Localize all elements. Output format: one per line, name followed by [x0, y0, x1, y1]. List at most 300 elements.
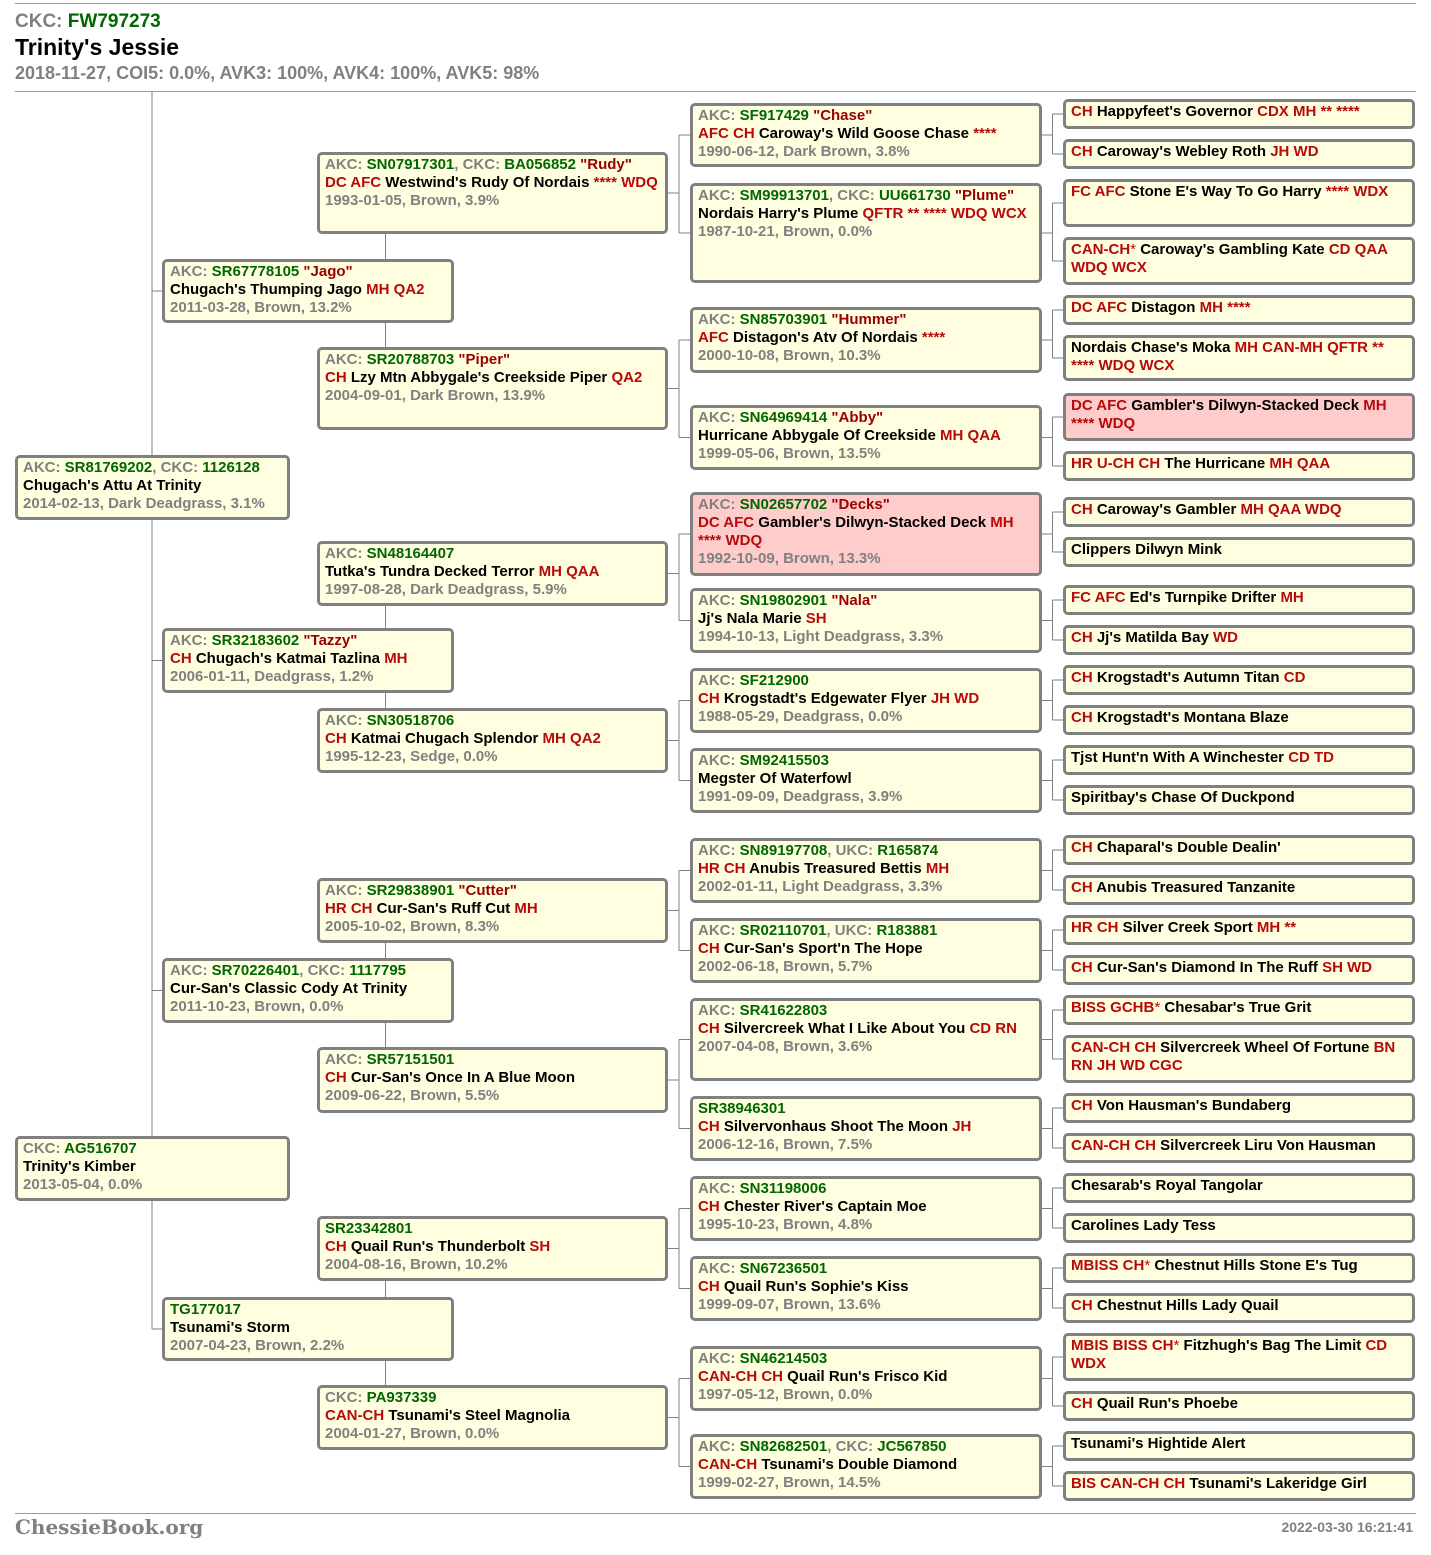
dog-card-text: [1071, 397, 1407, 433]
dog-card-quail-run-s-phoebe[interactable]: [1063, 1391, 1415, 1421]
dog-card-tsunami-s-storm[interactable]: [162, 1297, 454, 1361]
dog-card-text: [325, 1051, 660, 1105]
dog-name[interactable]: Trinity's Kimber: [23, 1158, 136, 1175]
registry-label: AKC:: [325, 156, 367, 173]
dog-name[interactable]: Clippers Dilwyn Mink: [1071, 541, 1222, 558]
dog-card-tsunami-s-double-diamond[interactable]: [690, 1434, 1042, 1499]
registration-number: SR23342801: [325, 1220, 413, 1237]
dog-name[interactable]: The Hurricane: [1164, 455, 1266, 472]
dog-name[interactable]: Silvercreek Wheel Of Fortune: [1160, 1039, 1370, 1056]
reg-separator: ,: [828, 187, 838, 204]
dog-card-cur-san-s-diamond-in-the-ruff[interactable]: [1063, 955, 1415, 985]
name-line: [1071, 709, 1407, 727]
dog-card-quail-run-s-sophie-s-kiss[interactable]: [690, 1256, 1042, 1321]
reg-separator: ,: [454, 156, 463, 173]
dog-name[interactable]: Jj's Nala Marie: [698, 610, 802, 627]
title-prefix: HR CH: [1071, 919, 1119, 936]
dog-card-jj-s-matilda-bay[interactable]: [1063, 625, 1415, 655]
name-line: [1071, 1337, 1407, 1373]
call-name: "Cutter": [458, 882, 517, 899]
registration-line: [698, 311, 1034, 329]
dog-name[interactable]: Ed's Turnpike Drifter: [1129, 589, 1277, 606]
registration-line: [698, 1180, 1034, 1198]
dog-name[interactable]: Carolines Lady Tess: [1071, 1217, 1216, 1234]
dog-name[interactable]: Chesarab's Royal Tangolar: [1071, 1177, 1263, 1194]
dog-card-silvervonhaus-shoot-the-moon[interactable]: [690, 1096, 1042, 1161]
title-suffix: MH QA2: [542, 730, 601, 747]
dog-card-tjst-hunt-n-with-a-winchester[interactable]: [1063, 745, 1415, 775]
registration-number: SN46214503: [739, 1350, 828, 1367]
dog-card-anubis-treasured-tanzanite[interactable]: [1063, 875, 1415, 905]
name-line: [325, 174, 660, 192]
dog-card-cur-san-s-classic-cody-at-trinity[interactable]: [162, 958, 454, 1023]
dog-card-chugach-s-attu-at-trinity[interactable]: [15, 455, 290, 520]
dog-card-text: [1071, 455, 1407, 473]
dog-card-text: [698, 1100, 1034, 1154]
registration-number: SN64969414: [739, 409, 828, 426]
dog-card-cur-san-s-ruff-cut[interactable]: [317, 878, 668, 943]
registry-label: AKC:: [698, 107, 740, 124]
dog-name[interactable]: Caroway's Wild Goose Chase: [758, 125, 970, 142]
dog-name[interactable]: Silvervonhaus Shoot The Moon: [723, 1118, 949, 1135]
title-prefix: CH: [1071, 103, 1093, 120]
dog-card-text: [698, 1180, 1034, 1234]
dog-name[interactable]: Chugach's Katmai Tazlina: [195, 650, 381, 667]
title-prefix: CH: [698, 1020, 720, 1037]
name-line: [170, 1319, 446, 1337]
name-line: [1071, 1097, 1407, 1115]
registration-number: SR29838901: [366, 882, 455, 899]
dog-card-text: [698, 1002, 1034, 1056]
registry-label: AKC:: [698, 1180, 740, 1197]
call-name: "Piper": [458, 351, 511, 368]
dog-name[interactable]: Cur-San's Diamond In The Ruff: [1096, 959, 1318, 976]
dog-name[interactable]: Chesabar's True Grit: [1164, 999, 1312, 1016]
birth-color-coi: 1997-08-28, Dark Deadgrass, 5.9%: [325, 581, 567, 598]
dog-name[interactable]: Chestnut Hills Lady Quail: [1096, 1297, 1279, 1314]
dog-name[interactable]: Quail Run's Sophie's Kiss: [723, 1278, 909, 1295]
registration-line: [325, 1389, 660, 1407]
dog-card-megster-of-waterfowl[interactable]: [690, 748, 1042, 813]
dog-name[interactable]: Anubis Treasured Bettis: [749, 860, 922, 877]
dog-card-quail-run-s-thunderbolt[interactable]: [317, 1216, 668, 1281]
dog-card-caroway-s-gambling-kate[interactable]: [1063, 237, 1415, 285]
name-line: [1071, 1137, 1407, 1155]
dog-card-caroway-s-wild-goose-chase[interactable]: [690, 103, 1042, 167]
dog-card-spiritbay-s-chase-of-duckpond[interactable]: [1063, 785, 1415, 815]
dog-card-chesabar-s-true-grit[interactable]: [1063, 995, 1415, 1025]
dog-card-text: [698, 842, 1034, 896]
registration-line: [325, 351, 660, 369]
birth-color-coi: 2011-10-23, Brown, 0.0%: [170, 998, 344, 1015]
dog-name[interactable]: Distagon: [1131, 299, 1196, 316]
dog-card-cur-san-s-sport-n-the-hope[interactable]: [690, 918, 1042, 983]
dog-card-carolines-lady-tess[interactable]: [1063, 1213, 1415, 1243]
registration-number: SF917429: [739, 107, 809, 124]
name-line: [698, 1278, 1034, 1296]
dog-card-happyfeet-s-governor[interactable]: [1063, 99, 1415, 129]
registry-label: AKC:: [698, 496, 740, 513]
dog-card-text: [1071, 1297, 1407, 1315]
dog-card-silvercreek-wheel-of-fortune[interactable]: [1063, 1035, 1415, 1083]
birth-color-coi: 1988-05-29, Deadgrass, 0.0%: [698, 708, 903, 725]
dog-card-text: [1071, 709, 1407, 727]
title-suffix: CD WDX: [1071, 1337, 1388, 1372]
registration-line: [698, 842, 1034, 860]
registration-line: [170, 962, 446, 980]
title-star: *: [1144, 1257, 1151, 1274]
registration-line: [325, 156, 660, 174]
registration-number: 1126128: [202, 459, 260, 476]
dog-card-text: [170, 962, 446, 1016]
dog-card-chugach-s-thumping-jago[interactable]: [162, 259, 454, 323]
title-prefix: CH: [698, 1198, 720, 1215]
registration-line: [698, 752, 1034, 770]
name-line: [1071, 1435, 1407, 1453]
registry-label: AKC:: [698, 311, 740, 328]
dog-card-silver-creek-sport[interactable]: [1063, 915, 1415, 945]
title-prefix: CAN-CH: [1071, 241, 1131, 258]
title-prefix: DC AFC: [1071, 299, 1128, 316]
dog-name[interactable]: Chugach's Thumping Jago: [170, 281, 362, 298]
registration-line: [325, 1051, 660, 1069]
dog-name[interactable]: Tutka's Tundra Decked Terror: [325, 563, 535, 580]
registry-label: AKC:: [698, 1350, 740, 1367]
registry-label: AKC:: [170, 962, 212, 979]
dog-card-ed-s-turnpike-drifter[interactable]: [1063, 585, 1415, 615]
dog-name[interactable]: Chestnut Hills Stone E's Tug: [1154, 1257, 1358, 1274]
reg-separator: ,: [299, 962, 308, 979]
dog-card-krogstadt-s-edgewater-flyer[interactable]: [690, 668, 1042, 733]
dog-name[interactable]: Caroway's Gambler: [1096, 501, 1237, 518]
name-line: [698, 690, 1034, 708]
dog-card-text: [1071, 999, 1407, 1017]
registration-number: SN82682501: [739, 1438, 828, 1455]
birth-color-coi: 2006-12-16, Brown, 7.5%: [698, 1136, 873, 1153]
name-line: [698, 1198, 1034, 1216]
title-suffix: **** WDX: [1325, 183, 1389, 200]
dog-card-silvercreek-what-i-like-about-you[interactable]: [690, 998, 1042, 1081]
dog-card-lzy-mtn-abbygale-s-creekside-piper[interactable]: [317, 347, 668, 430]
dog-card-text: [698, 409, 1034, 463]
registration-number: SR81769202: [64, 459, 153, 476]
birth-color-coi: 2002-06-18, Brown, 5.7%: [698, 958, 873, 975]
dog-name[interactable]: Fitzhugh's Bag The Limit: [1183, 1337, 1362, 1354]
birth-color-coi: 1987-10-21, Brown, 0.0%: [698, 223, 873, 240]
birth-color-coi: 1999-02-27, Brown, 14.5%: [698, 1474, 881, 1491]
name-line: [170, 281, 446, 299]
dog-card-text: [1071, 339, 1407, 375]
dog-name[interactable]: Krogstadt's Edgewater Flyer: [723, 690, 927, 707]
dog-name[interactable]: Quail Run's Phoebe: [1096, 1395, 1238, 1412]
dog-name[interactable]: Von Hausman's Bundaberg: [1096, 1097, 1291, 1114]
dog-card-text: [1071, 1337, 1407, 1373]
title-prefix: HR CH: [698, 860, 746, 877]
title-star: *: [1130, 241, 1137, 258]
dog-name[interactable]: Spiritbay's Chase Of Duckpond: [1071, 789, 1295, 806]
dog-name[interactable]: Tsunami's Double Diamond: [761, 1456, 958, 1473]
dog-name[interactable]: Tjst Hunt'n With A Winchester: [1071, 749, 1285, 766]
name-line: [325, 1069, 660, 1087]
registration-line: [698, 922, 1034, 940]
registration-number: SN31198006: [739, 1180, 827, 1197]
dog-card-text: [1071, 1257, 1407, 1275]
dog-card-text: [1071, 1475, 1407, 1493]
dog-card-nordais-harry-s-plume[interactable]: [690, 183, 1042, 283]
dog-name[interactable]: Megster Of Waterfowl: [698, 770, 852, 787]
dog-name[interactable]: Silvercreek Liru Von Hausman: [1160, 1137, 1376, 1154]
name-line: [1071, 1217, 1407, 1235]
registry-label: AKC:: [170, 263, 212, 280]
dog-card-krogstadt-s-autumn-titan[interactable]: [1063, 665, 1415, 695]
dog-card-tutka-s-tundra-decked-terror[interactable]: [317, 541, 668, 606]
dog-name[interactable]: Chugach's Attu At Trinity: [23, 477, 202, 494]
birth-color-coi: 2006-01-11, Deadgrass, 1.2%: [170, 668, 374, 685]
title-prefix: FC AFC: [1071, 589, 1126, 606]
name-line: [1071, 339, 1407, 375]
registration-line: [325, 882, 660, 900]
dog-card-text: [325, 712, 660, 766]
dog-card-nordais-chase-s-moka[interactable]: [1063, 335, 1415, 381]
call-name: "Plume": [954, 187, 1015, 204]
dog-name[interactable]: Westwind's Rudy Of Nordais: [385, 174, 590, 191]
dog-name[interactable]: Chaparal's Double Dealin': [1096, 839, 1281, 856]
name-line: [698, 1118, 1034, 1136]
title-prefix: CH: [325, 1238, 347, 1255]
dog-card-fitzhugh-s-bag-the-limit[interactable]: [1063, 1333, 1415, 1381]
dog-card-text: [1071, 241, 1407, 277]
dog-card-caroway-s-webley-roth[interactable]: [1063, 139, 1415, 169]
subject-reg-label: CKC:: [15, 11, 63, 32]
title-prefix: CH: [170, 650, 192, 667]
dog-card-text: [1071, 1137, 1407, 1155]
dog-card-text: [1071, 103, 1407, 121]
dog-card-jj-s-nala-marie[interactable]: [690, 588, 1042, 653]
dog-name[interactable]: Tsunami's Lakeridge Girl: [1189, 1475, 1367, 1492]
dog-name[interactable]: Gambler's Dilwyn-Stacked Deck: [1131, 397, 1360, 414]
registry-label: AKC:: [698, 592, 740, 609]
reg-separator: ,: [152, 459, 161, 476]
birth-color-coi: 1991-09-09, Deadgrass, 3.9%: [698, 788, 903, 805]
dog-card-distagon-s-atv-of-nordais[interactable]: [690, 307, 1042, 373]
dog-card-quail-run-s-frisco-kid[interactable]: [690, 1346, 1042, 1411]
title-prefix: BIS CAN-CH CH: [1071, 1475, 1186, 1492]
name-line: [1071, 143, 1407, 161]
registration-line: [698, 1438, 1034, 1456]
title-suffix: ****: [973, 125, 997, 142]
name-line: [698, 940, 1034, 958]
dog-card-chester-river-s-captain-moe[interactable]: [690, 1176, 1042, 1241]
dog-card-tsunami-s-hightide-alert[interactable]: [1063, 1431, 1415, 1461]
dog-name[interactable]: Caroway's Gambling Kate: [1140, 241, 1325, 258]
registration-number: SR70226401: [211, 962, 300, 979]
dog-card-the-hurricane[interactable]: [1063, 451, 1415, 481]
dog-name[interactable]: Hurricane Abbygale Of Creekside: [698, 427, 936, 444]
birth-color-coi: 2011-03-28, Brown, 13.2%: [170, 299, 352, 316]
dog-name[interactable]: Quail Run's Frisco Kid: [787, 1368, 948, 1385]
name-line: [1071, 629, 1407, 647]
name-line: [23, 477, 282, 495]
title-suffix: MH: [925, 860, 950, 877]
dog-name[interactable]: Nordais Harry's Plume: [698, 205, 859, 222]
generated-timestamp: 2022-03-30 16:21:41: [1281, 1519, 1413, 1535]
dog-card-text: [325, 351, 660, 405]
dog-card-cur-san-s-once-in-a-blue-moon[interactable]: [317, 1047, 668, 1113]
birth-color-coi: 1997-05-12, Brown, 0.0%: [698, 1386, 873, 1403]
title-prefix: CAN-CH CH: [1071, 1137, 1156, 1154]
title-suffix: JH WD: [930, 690, 980, 707]
subject-reg-number: FW797273: [67, 11, 161, 32]
birth-color-coi: 1994-10-13, Light Deadgrass, 3.3%: [698, 628, 944, 645]
dog-card-text: [1071, 919, 1407, 937]
registry-label: AKC:: [698, 842, 740, 859]
registration-line: [170, 632, 446, 650]
name-line: [698, 610, 1034, 628]
dog-card-gambler-s-dilwyn-stacked-deck[interactable]: [690, 492, 1042, 576]
dog-card-trinity-s-kimber[interactable]: [15, 1136, 290, 1201]
registration-number: UU661730: [878, 187, 951, 204]
registry-label: AKC:: [325, 712, 367, 729]
birth-color-coi: 2014-02-13, Dark Deadgrass, 3.1%: [23, 495, 265, 512]
dog-card-chestnut-hills-stone-e-s-tug[interactable]: [1063, 1253, 1415, 1283]
registry-label: UKC:: [834, 922, 877, 939]
title-prefix: CAN-CH: [698, 1456, 758, 1473]
registration-number: SR41622803: [739, 1002, 828, 1019]
dog-name[interactable]: Cur-San's Sport'n The Hope: [723, 940, 923, 957]
dog-name[interactable]: Cur-San's Once In A Blue Moon: [350, 1069, 575, 1086]
title-suffix: MH: [514, 900, 538, 917]
dog-card-text: [23, 459, 282, 513]
registry-label: CKC:: [835, 1438, 878, 1455]
name-line: [325, 730, 660, 748]
subject-name: Trinity's Jessie: [15, 34, 180, 60]
dog-name[interactable]: Krogstadt's Autumn Titan: [1096, 669, 1280, 686]
dog-card-text: [325, 1220, 660, 1274]
dog-card-caroway-s-gambler[interactable]: [1063, 497, 1415, 527]
birth-color-coi: 2002-01-11, Light Deadgrass, 3.3%: [698, 878, 943, 895]
dog-name[interactable]: Katmai Chugach Splendor: [350, 730, 539, 747]
title-suffix: WD: [1212, 629, 1238, 646]
registration-number: TG177017: [170, 1301, 241, 1318]
registration-number: AG516707: [64, 1140, 137, 1157]
registration-line: [698, 496, 1034, 514]
dog-name[interactable]: Caroway's Webley Roth: [1096, 143, 1267, 160]
dog-name[interactable]: Anubis Treasured Tanzanite: [1096, 879, 1296, 896]
dog-name[interactable]: Stone E's Way To Go Harry: [1129, 183, 1322, 200]
dog-name[interactable]: Silvercreek What I Like About You: [723, 1020, 966, 1037]
dog-card-katmai-chugach-splendor[interactable]: [317, 708, 668, 773]
dog-name[interactable]: Silver Creek Sport: [1122, 919, 1253, 936]
dog-name[interactable]: Tsunami's Storm: [170, 1319, 290, 1336]
dog-card-stone-e-s-way-to-go-harry[interactable]: [1063, 179, 1415, 227]
name-line: [1071, 589, 1407, 607]
registration-number: SR67778105: [211, 263, 300, 280]
registration-number: PA937339: [366, 1389, 437, 1406]
title-prefix: CH: [1071, 501, 1093, 518]
dog-card-chesarab-s-royal-tangolar[interactable]: [1063, 1173, 1415, 1203]
dog-name[interactable]: Distagon's Atv Of Nordais: [733, 329, 918, 346]
birth-color-coi: 1999-05-06, Brown, 13.5%: [698, 445, 881, 462]
registration-line: [23, 459, 282, 477]
dog-card-chaparal-s-double-dealin[interactable]: [1063, 835, 1415, 865]
registration-line: [698, 1260, 1034, 1278]
dog-card-text: [325, 1389, 660, 1443]
dog-card-text: [1071, 143, 1407, 161]
name-line: [698, 1456, 1034, 1474]
dog-card-distagon[interactable]: [1063, 295, 1415, 325]
site-logo[interactable]: ChessieBook.org: [15, 1515, 204, 1539]
name-line: [1071, 1257, 1407, 1275]
registration-number: SR02110701: [739, 922, 827, 939]
dog-name[interactable]: Lzy Mtn Abbygale's Creekside Piper: [350, 369, 608, 386]
dog-card-tsunami-s-steel-magnolia[interactable]: [317, 1385, 668, 1450]
dog-card-silvercreek-liru-von-hausman[interactable]: [1063, 1133, 1415, 1163]
dog-name[interactable]: Tsunami's Steel Magnolia: [388, 1407, 571, 1424]
name-line: [1071, 1475, 1407, 1493]
title-prefix: CH: [1071, 959, 1093, 976]
dog-name[interactable]: Jj's Matilda Bay: [1096, 629, 1209, 646]
name-line: [698, 427, 1034, 445]
dog-name[interactable]: Krogstadt's Montana Blaze: [1096, 709, 1289, 726]
registry-label: CKC:: [23, 1140, 65, 1157]
title-suffix: SH WD: [1322, 959, 1373, 976]
dog-card-text: [1071, 1097, 1407, 1115]
registry-label: CKC:: [462, 156, 505, 173]
dog-card-text: [698, 1438, 1034, 1492]
dog-card-chugach-s-katmai-tazlina[interactable]: [162, 628, 454, 693]
name-line: [325, 1238, 660, 1256]
dog-name[interactable]: Quail Run's Thunderbolt: [350, 1238, 526, 1255]
dog-name[interactable]: Cur-San's Classic Cody At Trinity: [170, 980, 408, 997]
name-line: [1071, 749, 1407, 767]
title-suffix: MH QAA WDQ: [1240, 501, 1342, 518]
title-suffix: CD RN: [969, 1020, 1017, 1037]
registration-number: SN67236501: [739, 1260, 828, 1277]
registration-line: [698, 592, 1034, 610]
dog-name[interactable]: Chester River's Captain Moe: [723, 1198, 927, 1215]
title-prefix: AFC CH: [698, 125, 755, 142]
name-line: [325, 900, 660, 918]
dog-card-text: [698, 1260, 1034, 1314]
dog-name[interactable]: Gambler's Dilwyn-Stacked Deck: [758, 514, 987, 531]
title-prefix: BISS GCHB: [1071, 999, 1155, 1016]
dog-name[interactable]: Tsunami's Hightide Alert: [1071, 1435, 1246, 1452]
registration-number: SN30518706: [366, 712, 455, 729]
birth-color-coi: 2009-06-22, Brown, 5.5%: [325, 1087, 500, 1104]
dog-card-gambler-s-dilwyn-stacked-deck[interactable]: [1063, 393, 1415, 441]
title-suffix: MH **** WDQ: [1071, 397, 1387, 432]
dog-card-von-hausman-s-bundaberg[interactable]: [1063, 1093, 1415, 1123]
name-line: [698, 205, 1034, 223]
dog-name[interactable]: Nordais Chase's Moka: [1071, 339, 1231, 356]
name-line: [1071, 541, 1407, 559]
registration-line: [698, 1100, 1034, 1118]
dog-card-anubis-treasured-bettis[interactable]: [690, 838, 1042, 903]
title-suffix: MH ****: [1199, 299, 1251, 316]
title-prefix: CH: [1071, 709, 1093, 726]
dog-card-tsunami-s-lakeridge-girl[interactable]: [1063, 1471, 1415, 1501]
dog-card-clippers-dilwyn-mink[interactable]: [1063, 537, 1415, 567]
registration-number: SR32183602: [211, 632, 300, 649]
dog-card-westwind-s-rudy-of-nordais[interactable]: [317, 152, 668, 234]
registry-label: AKC:: [698, 409, 740, 426]
dog-card-krogstadt-s-montana-blaze[interactable]: [1063, 705, 1415, 735]
registry-label: AKC:: [698, 1002, 740, 1019]
dog-card-chestnut-hills-lady-quail[interactable]: [1063, 1293, 1415, 1323]
dog-name[interactable]: Cur-San's Ruff Cut: [376, 900, 511, 917]
dog-name[interactable]: Happyfeet's Governor: [1096, 103, 1253, 120]
dog-card-hurricane-abbygale-of-creekside[interactable]: [690, 405, 1042, 470]
